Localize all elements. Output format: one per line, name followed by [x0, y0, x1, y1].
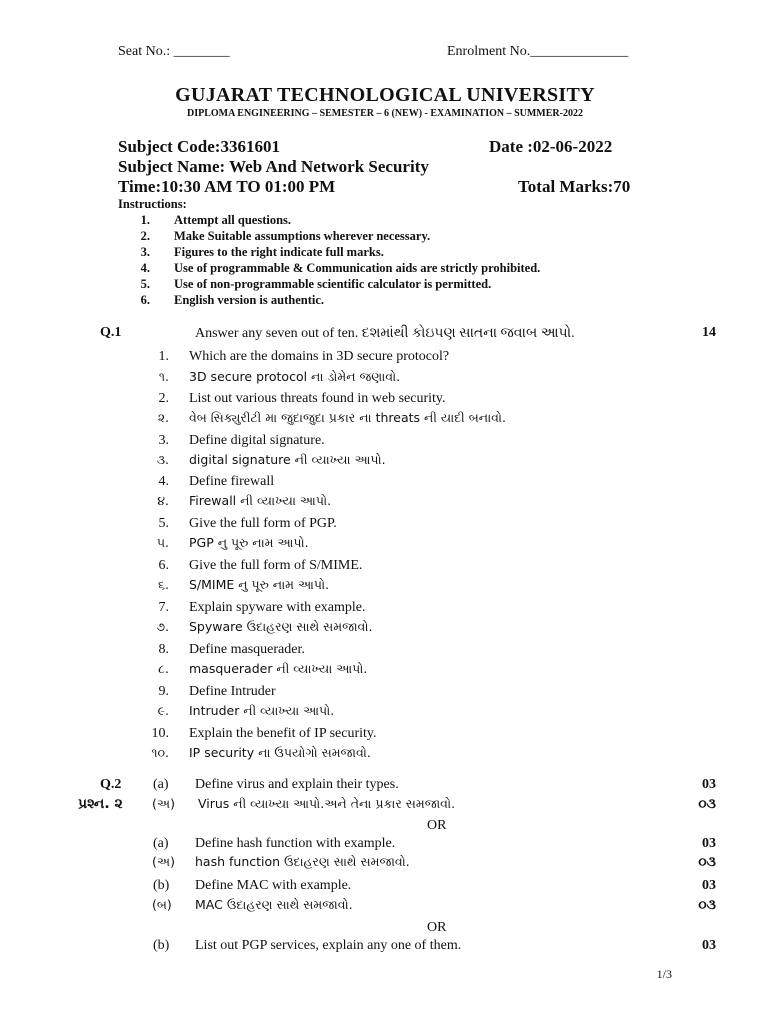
question-label-gu: પ્રશ્ન. ૨	[78, 796, 123, 812]
instruction-number: 3.	[140, 245, 150, 259]
sub-question-text: digital signature ની વ્યાખ્યા આપો.	[189, 452, 386, 467]
sub-question-en	[115, 474, 274, 490]
sub-question-number: ૪.	[157, 493, 169, 508]
sub-question-number: 1.	[158, 349, 169, 364]
part-marks: ૦૩	[698, 897, 716, 913]
sub-question-number: 6.	[158, 558, 169, 573]
sub-question-text: List out various threats found in web security.	[189, 391, 446, 406]
instruction-item	[120, 213, 291, 228]
sub-question-text: masquerader ની વ્યાખ્યા આપો.	[189, 661, 368, 676]
sub-question-gu	[115, 577, 329, 593]
question-marks: 14	[702, 325, 716, 340]
sub-question-text: Define Intruder	[189, 684, 276, 699]
instruction-text: Use of non-programmable scientific calculator is permitted.	[174, 277, 492, 291]
total-marks: Total Marks:70	[518, 177, 631, 196]
part-text: Define hash function with example.	[195, 836, 396, 851]
subject-code: Subject Code:3361601	[118, 137, 280, 156]
part-number: (અ)	[152, 796, 175, 811]
university-title: GUJARAT TECHNOLOGICAL UNIVERSITY	[175, 84, 595, 106]
exam-date: Date :02-06-2022	[489, 137, 613, 156]
sub-question-number: ૩.	[156, 452, 169, 467]
instruction-text: Figures to the right indicate full marks.	[174, 245, 384, 259]
part-marks: ૦૩	[698, 854, 716, 870]
sub-question-number: 3.	[158, 433, 169, 448]
sub-question-text: Define digital signature.	[189, 433, 325, 448]
part-text: MAC ઉદાહરણ સાથે સમજાવો.	[195, 897, 353, 912]
instruction-number: 6.	[140, 293, 150, 307]
part-number: (a)	[153, 836, 169, 851]
sub-question-number: ૨.	[157, 410, 169, 425]
sub-question-text: Define firewall	[189, 474, 275, 489]
instruction-number: 4.	[140, 261, 150, 275]
sub-question-en	[115, 391, 445, 407]
or-divider: OR	[427, 818, 447, 833]
part-number: (a)	[153, 777, 169, 792]
instruction-item	[120, 229, 430, 244]
sub-question-number: 9.	[158, 684, 169, 699]
part-text: Define virus and explain their types.	[195, 777, 399, 792]
sub-question-gu	[115, 661, 367, 677]
sub-question-number: 4.	[158, 474, 169, 489]
sub-question-text: Explain the benefit of IP security.	[189, 726, 377, 741]
subject-name: Subject Name: Web And Network Security	[118, 157, 429, 176]
part-text: List out PGP services, explain any one of them.	[195, 938, 462, 953]
instruction-text: English version is authentic.	[174, 293, 325, 307]
sub-question-number: 5.	[158, 516, 169, 531]
part-number: (અ)	[152, 854, 175, 869]
part-marks: ૦૩	[698, 796, 716, 812]
sub-question-gu	[115, 619, 372, 635]
sub-question-gu	[115, 369, 400, 385]
sub-question-gu	[115, 745, 371, 761]
exam-line: DIPLOMA ENGINEERING – SEMESTER – 6 (NEW) - EXAMINATION – SUMMER-2022	[187, 108, 583, 119]
sub-question-text: S/MIME નુ પૂરુ નામ આપો.	[189, 577, 330, 592]
question-intro: Answer any seven out of ten. દશમાંથી કોઇપણ સાતના જવાબ આપો.	[195, 326, 575, 341]
instructions-heading: Instructions:	[118, 197, 187, 211]
question-label: Q.1	[100, 325, 122, 340]
sub-question-en	[115, 726, 377, 742]
instruction-number: 2.	[140, 229, 150, 243]
page-number: 1/3	[656, 967, 672, 981]
part-marks: 03	[702, 836, 716, 851]
sub-question-text: વેબ સિક્યુરીટી મા જુદાજુદા પ્રકાર ના threats ની યાદી બનાવો.	[189, 410, 507, 425]
sub-question-text: Explain spyware with example.	[189, 600, 366, 615]
sub-question-en	[115, 558, 362, 574]
sub-question-number: ૬.	[158, 577, 169, 592]
sub-question-en	[115, 642, 305, 658]
part-marks: 03	[702, 878, 716, 893]
sub-question-gu	[115, 535, 309, 551]
sub-question-en	[115, 349, 449, 365]
part-number: (b)	[153, 938, 170, 953]
sub-question-text: Give the full form of S/MIME.	[189, 558, 363, 573]
sub-question-gu	[115, 410, 506, 426]
sub-question-en	[115, 600, 366, 616]
sub-question-number: 7.	[158, 600, 169, 615]
or-divider: OR	[427, 920, 447, 935]
sub-question-text: Spyware ઉદાહરણ સાથે સમજાવો.	[189, 619, 373, 634]
instruction-number: 5.	[140, 277, 150, 291]
part-number: (બ)	[152, 897, 172, 912]
sub-question-number: ૫.	[156, 535, 169, 550]
sub-question-number: ૭.	[156, 619, 169, 634]
sub-question-text: IP security ના ઉપયોગો સમજાવો.	[189, 745, 371, 760]
instruction-item	[120, 261, 540, 276]
sub-question-gu	[115, 452, 386, 468]
sub-question-number: 10.	[151, 726, 169, 741]
enrolment-number: Enrolment No.______________	[447, 44, 629, 59]
sub-question-number: ૮.	[158, 661, 169, 676]
sub-question-gu	[115, 493, 331, 509]
part-marks: 03	[702, 777, 716, 792]
seat-number: Seat No.: ________	[118, 44, 230, 59]
sub-question-text: Which are the domains in 3D secure protocol?	[189, 349, 450, 364]
instruction-item	[120, 245, 384, 260]
sub-question-number: ૯.	[157, 703, 169, 718]
sub-question-gu	[115, 703, 334, 719]
sub-question-text: Define masquerader.	[189, 642, 305, 657]
sub-question-en	[115, 516, 337, 532]
sub-question-number: ૧.	[158, 369, 169, 384]
sub-question-text: Give the full form of PGP.	[189, 516, 337, 531]
part-number: (b)	[153, 878, 170, 893]
instruction-item	[120, 277, 491, 292]
instruction-item	[120, 293, 324, 308]
sub-question-text: Intruder ની વ્યાખ્યા આપો.	[189, 703, 335, 718]
sub-question-text: Firewall ની વ્યાખ્યા આપો.	[189, 493, 332, 508]
part-text: Virus ની વ્યાખ્યા આપો.અને તેના પ્રકાર સમજાવો.	[198, 796, 456, 811]
part-text: Define MAC with example.	[195, 878, 352, 893]
instruction-text: Attempt all questions.	[174, 213, 292, 227]
sub-question-en	[115, 684, 276, 700]
exam-time: Time:10:30 AM TO 01:00 PM	[118, 177, 336, 196]
part-marks: 03	[702, 938, 716, 953]
sub-question-text: PGP નુ પૂરુ નામ આપો.	[189, 535, 309, 550]
question-label: Q.2	[100, 777, 122, 792]
sub-question-text: 3D secure protocol ના ડોમેન જણાવો.	[189, 369, 401, 384]
sub-question-en	[115, 433, 325, 449]
instruction-number: 1.	[140, 213, 150, 227]
part-text: hash function ઉદાહરણ સાથે સમજાવો.	[195, 854, 410, 869]
sub-question-number: ૧૦.	[151, 745, 169, 760]
instruction-text: Make Suitable assumptions wherever necessary.	[174, 229, 431, 243]
instruction-text: Use of programmable & Communication aids are strictly prohibited.	[174, 261, 541, 275]
sub-question-number: 2.	[158, 391, 169, 406]
sub-question-number: 8.	[158, 642, 169, 657]
